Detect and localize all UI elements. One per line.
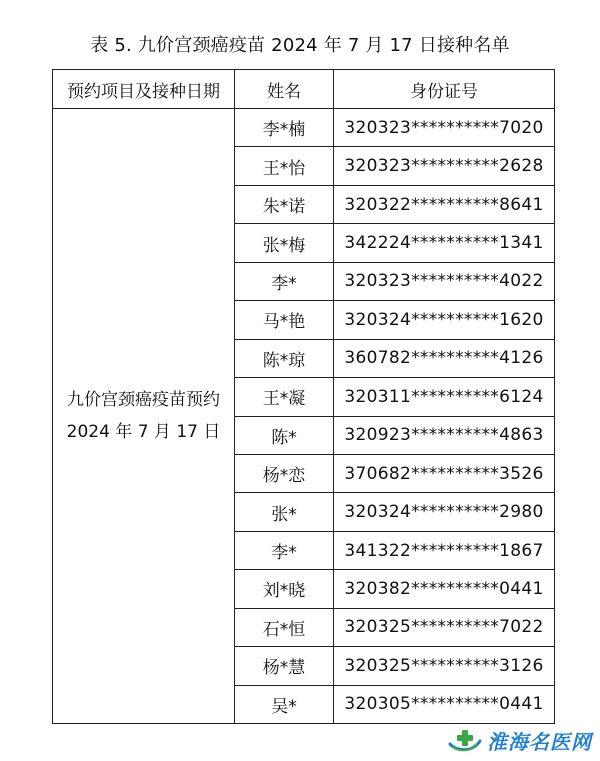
id-number: 320323**********4022 <box>334 262 555 300</box>
id-number: 320325**********3126 <box>334 647 555 685</box>
id-number: 370682**********3526 <box>334 454 555 492</box>
person-name: 吴* <box>235 685 334 723</box>
table-body <box>53 109 555 724</box>
vaccination-roster-table <box>52 69 555 724</box>
table-header-row <box>53 70 555 109</box>
id-number: 320323**********2628 <box>334 147 555 185</box>
id-number: 320923**********4863 <box>334 416 555 454</box>
table-title: 表 5. 九价宫颈癌疫苗 2024 年 7 月 17 日接种名单 <box>90 35 510 56</box>
person-name: 张*梅 <box>235 224 334 262</box>
person-name: 杨*慧 <box>235 647 334 685</box>
id-number: 342224**********1341 <box>334 224 555 262</box>
person-name: 王*凝 <box>235 378 334 416</box>
person-name: 陈*琼 <box>235 339 334 377</box>
id-number: 320325**********7022 <box>334 608 555 646</box>
person-name: 马*艳 <box>235 301 334 339</box>
person-name: 李*楠 <box>235 109 334 147</box>
person-name: 王*怡 <box>235 147 334 185</box>
project-name: 九价宫颈癌疫苗预约 <box>67 390 220 410</box>
vaccination-date: 2024 年 7 月 17 日 <box>66 422 221 442</box>
site-watermark <box>447 726 592 755</box>
person-name: 李* <box>235 531 334 569</box>
header-name: 姓名 <box>235 70 334 109</box>
person-name: 陈* <box>235 416 334 454</box>
id-number: 320323**********7020 <box>334 109 555 147</box>
watermark-text: 淮海名医网 <box>487 730 592 754</box>
person-name: 朱*诺 <box>235 185 334 223</box>
id-number: 360782**********4126 <box>334 339 555 377</box>
id-number: 320382**********0441 <box>334 570 555 608</box>
person-name: 刘*晓 <box>235 570 334 608</box>
project-date-cell <box>53 109 235 724</box>
header-project: 预约项目及接种日期 <box>53 70 235 109</box>
id-number: 320324**********2980 <box>334 493 555 531</box>
person-name: 张* <box>235 493 334 531</box>
id-number: 320305**********0441 <box>334 685 555 723</box>
table-row <box>53 109 555 147</box>
id-number: 320324**********1620 <box>334 301 555 339</box>
medical-cross-logo-icon <box>447 728 483 754</box>
id-number: 320311**********6124 <box>334 378 555 416</box>
person-name: 李* <box>235 262 334 300</box>
person-name: 杨*恋 <box>235 454 334 492</box>
id-number: 320322**********8641 <box>334 185 555 223</box>
person-name: 石*恒 <box>235 608 334 646</box>
id-number: 341322**********1867 <box>334 531 555 569</box>
header-id-number: 身份证号 <box>334 70 555 109</box>
